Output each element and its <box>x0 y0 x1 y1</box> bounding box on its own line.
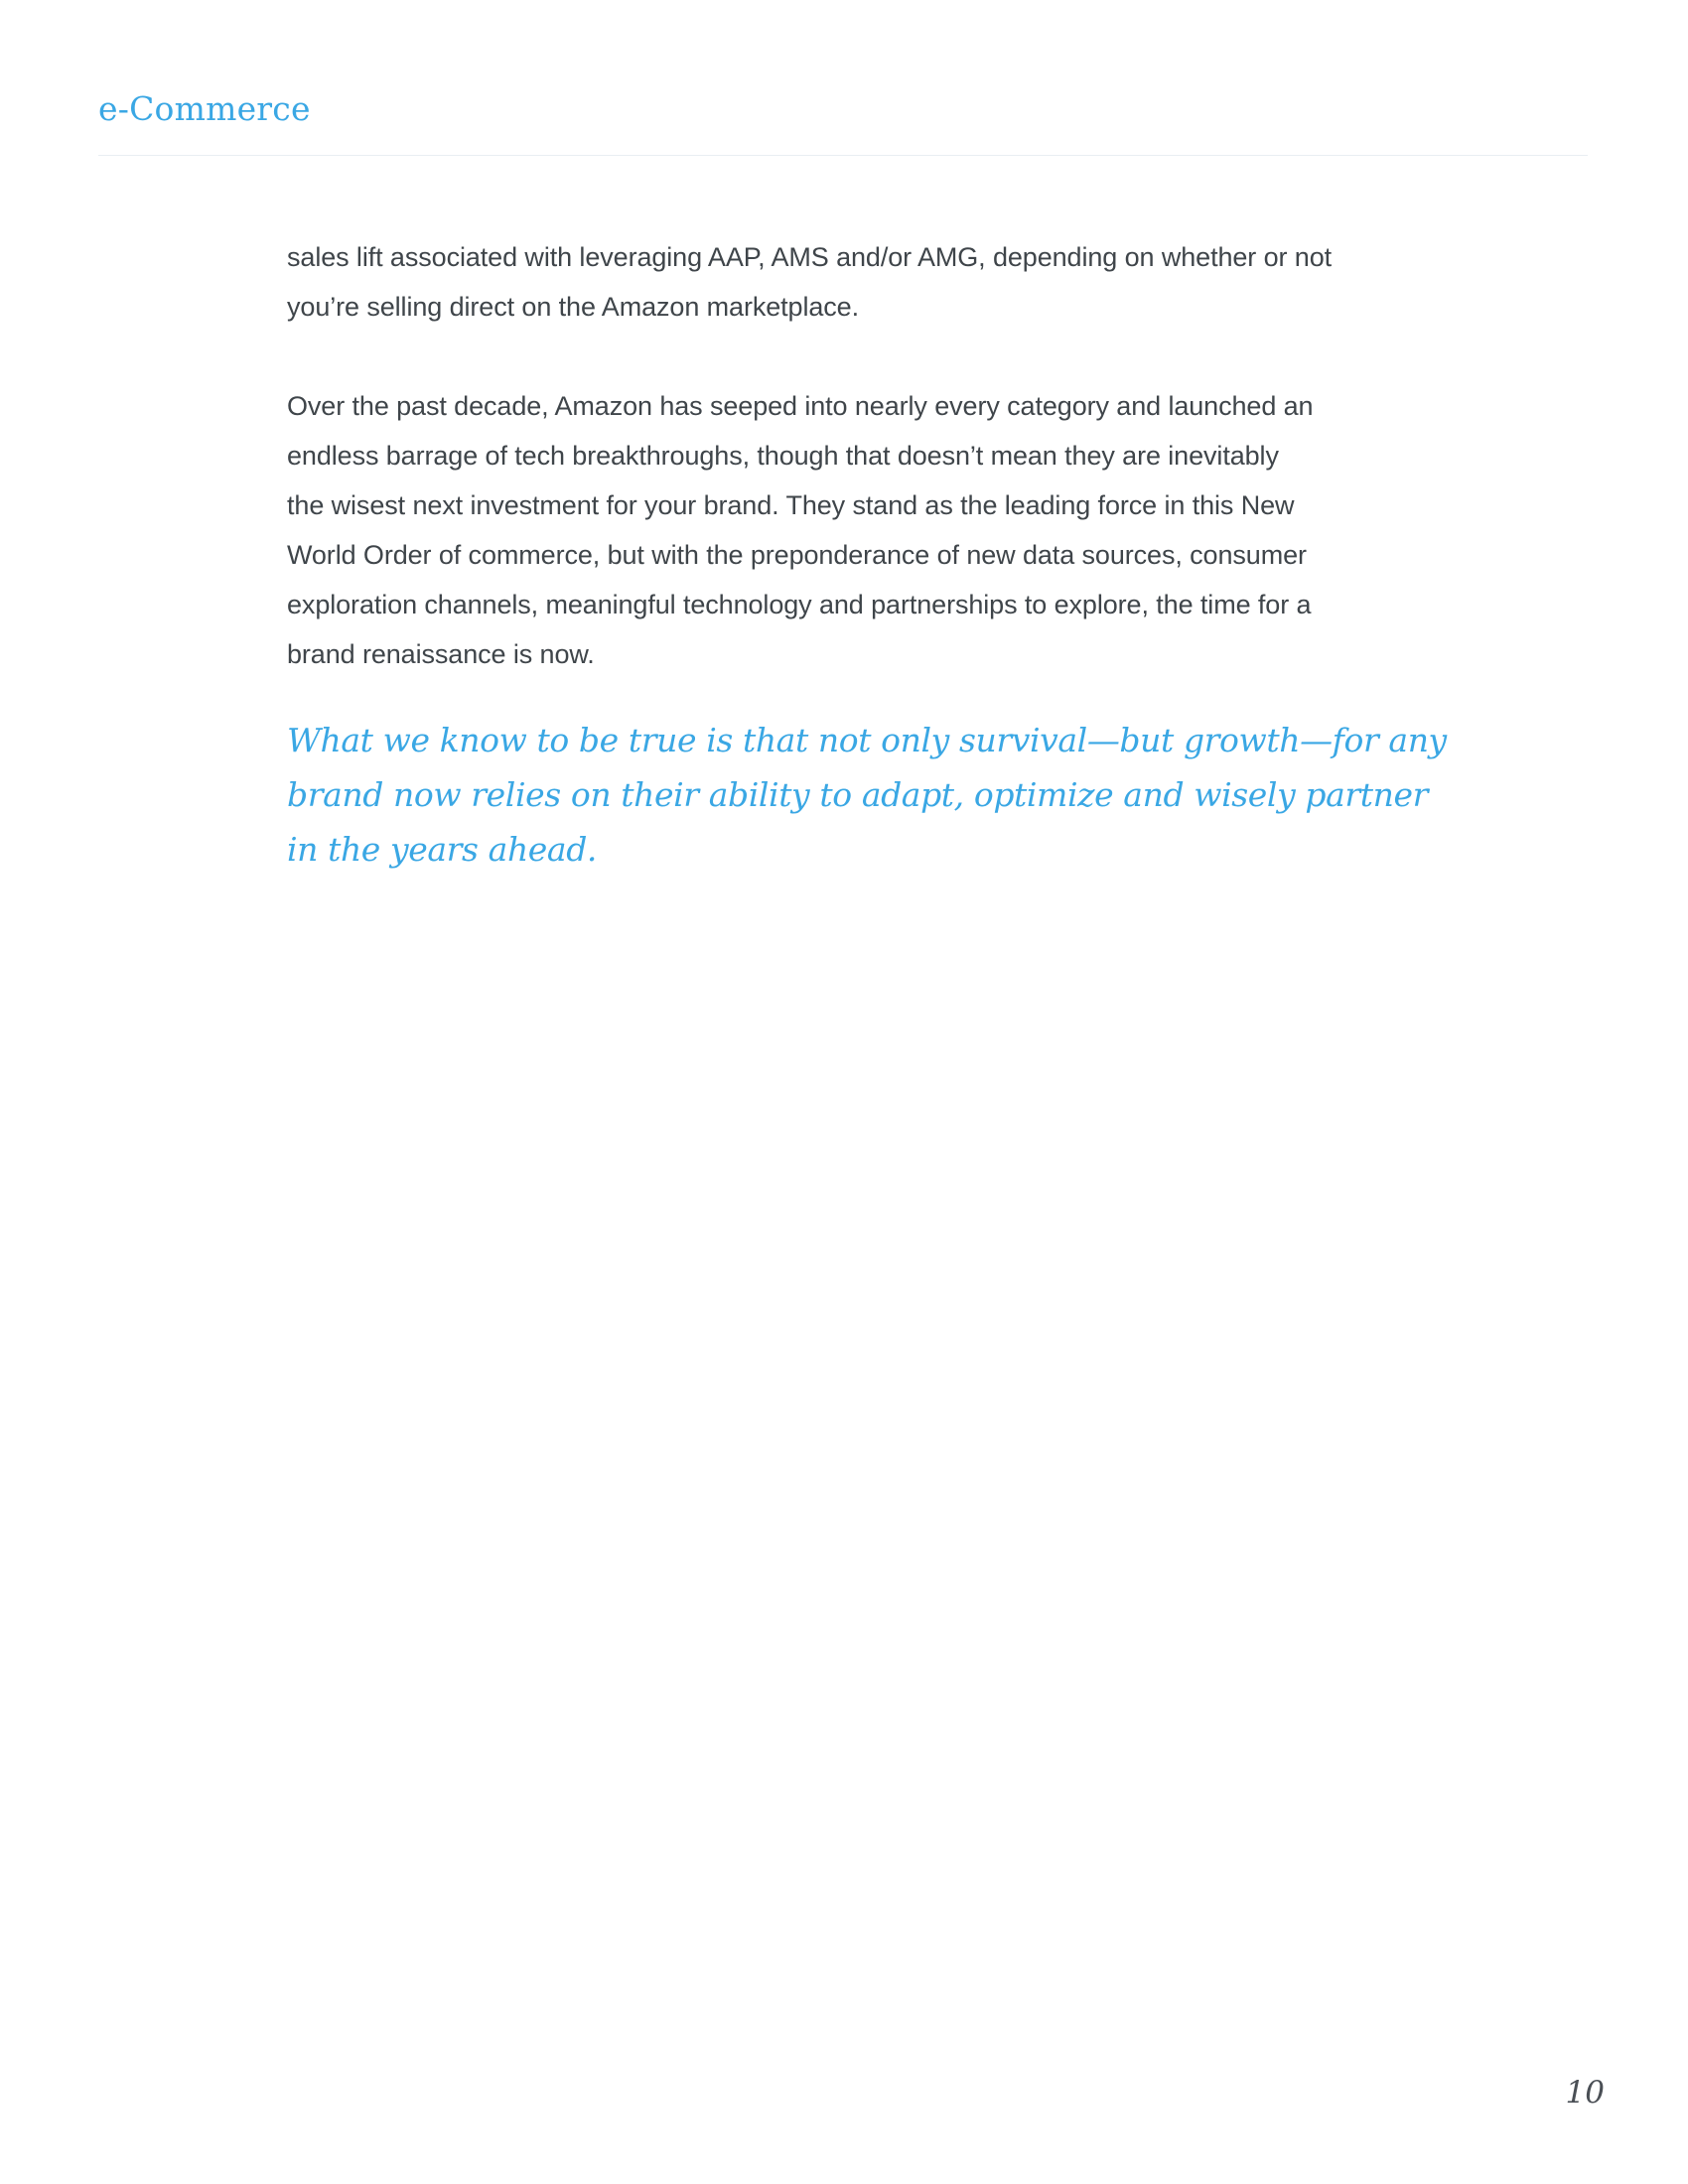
body-paragraph-1 <box>287 232 1399 332</box>
pull-quote <box>287 713 1447 877</box>
pull-quote-line: What we know to be true is that not only survival—but growth—for any <box>287 721 1447 759</box>
section-title: e-Commerce <box>98 89 311 128</box>
pull-quote-line: brand now relies on their ability to adapt, optimize and wisely partner <box>287 775 1428 814</box>
paragraph-line: exploration channels, meaningful technology and partnerships to explore, the time for a <box>287 590 1312 619</box>
paragraph-line: World Order of commerce, but with the preponderance of new data sources, consumer <box>287 540 1307 570</box>
main-content <box>287 232 1447 877</box>
paragraph-line: the wisest next investment for your brand. They stand as the leading force in this New <box>287 490 1295 520</box>
body-paragraph-2 <box>287 381 1399 679</box>
paragraph-line: Over the past decade, Amazon has seeped into nearly every category and launched an <box>287 391 1314 421</box>
page-number: 10 <box>1565 2075 1605 2111</box>
paragraph-line: sales lift associated with leveraging AAP, AMS and/or AMG, depending on whether or not <box>287 242 1333 272</box>
page-header <box>98 85 1588 156</box>
paragraph-line: you’re selling direct on the Amazon marketplace. <box>287 292 860 322</box>
paragraph-line: brand renaissance is now. <box>287 639 595 669</box>
paragraph-line: endless barrage of tech breakthroughs, though that doesn’t mean they are inevitably <box>287 441 1279 471</box>
pull-quote-line: in the years ahead. <box>287 830 598 869</box>
